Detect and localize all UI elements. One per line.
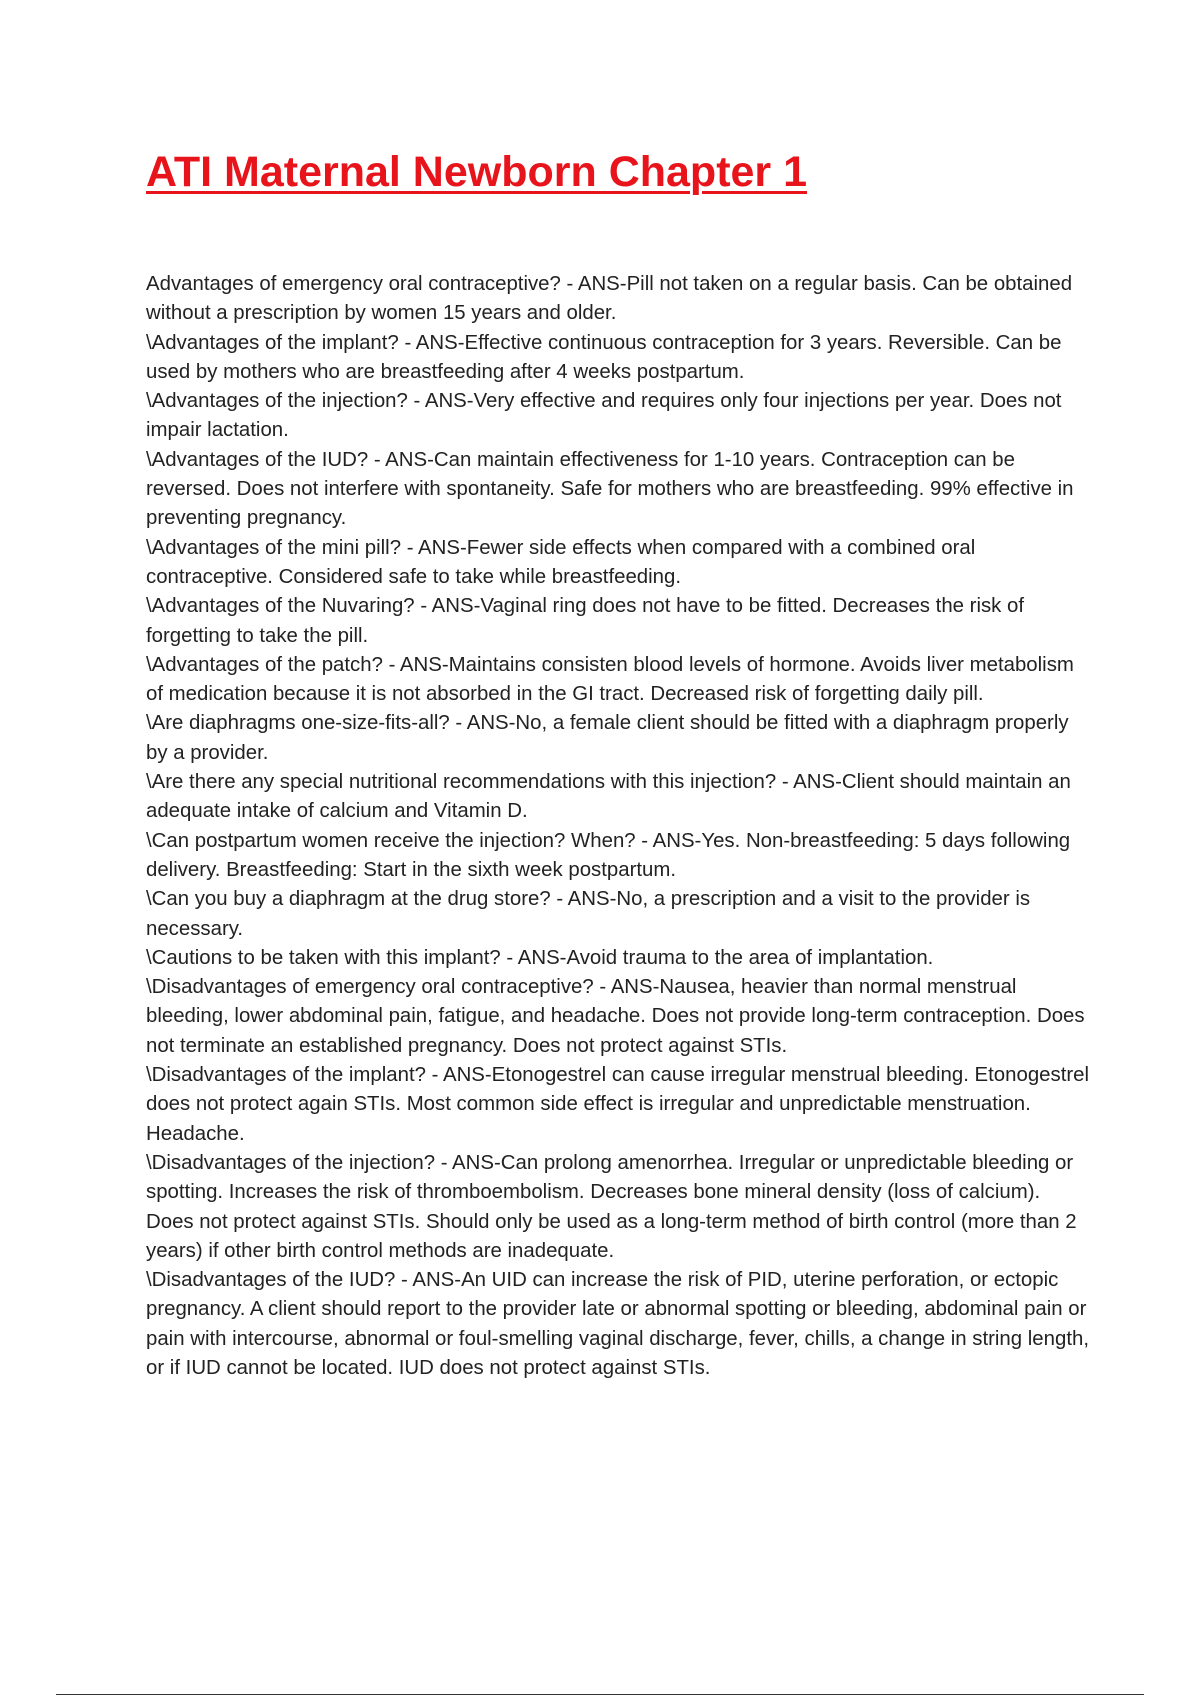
qa-entry: \Can postpartum women receive the injection? When? - ANS-Yes. Non-breastfeeding: 5 days following delivery. Breastfeeding: Start in the sixth week postpartum. (146, 829, 1071, 881)
qa-entry: \Disadvantages of the implant? - ANS-Etonogestrel can cause irregular menstrual bleeding. Etonogestrel does not protect again STIs. Most common side effect is irregular and unpredictable menstruation. Headache. (146, 1064, 1090, 1145)
qa-list (146, 270, 1091, 1383)
qa-entry: \Cautions to be taken with this implant? - ANS-Avoid trauma to the area of implantation. (146, 946, 934, 969)
qa-entry: \Advantages of the implant? - ANS-Effective continuous contraception for 3 years. Reversible. Can be used by mothers who are breastfeeding after 4 weeks postpartum. (146, 331, 1062, 383)
qa-entry: \Can you buy a diaphragm at the drug store? - ANS-No, a prescription and a visit to the provider is necessary. (146, 888, 1031, 940)
footer-divider (56, 1694, 1144, 1695)
qa-entry: \Disadvantages of the injection? - ANS-Can prolong amenorrhea. Irregular or unpredictable bleeding or spotting. Increases the risk of thromboembolism. Decreases bone mineral density (loss of calcium). Does not protect against STIs. Should only be used as a long-term method of birth control (more than 2 years) if other birth control methods are inadequate. (146, 1151, 1077, 1262)
qa-entry: \Advantages of the patch? - ANS-Maintains consisten blood levels of hormone. Avoids liver metabolism of medication because it is not absorbed in the GI tract. Decreased risk of forgetting daily pill. (146, 653, 1074, 706)
qa-entry: \Advantages of the IUD? - ANS-Can maintain effectiveness for 1-10 years. Contraception can be reversed. Does not interfere with spontaneity. Safe for mothers who are breastfeeding. 99% effective in preventing pregnancy. (146, 448, 1074, 530)
qa-entry: \Advantages of the injection? - ANS-Very effective and requires only four injections per year. Does not impair lactation. (146, 390, 1062, 442)
qa-entry: \Disadvantages of emergency oral contraceptive? - ANS-Nausea, heavier than normal menstrual bleeding, lower abdominal pain, fatigue, and headache. Does not provide long-term contraception. Does not terminate an established pregnancy. Does not protect against STIs. (146, 976, 1085, 1057)
qa-entry: \Are diaphragms one-size-fits-all? - ANS-No, a female client should be fitted with a diaphragm properly by a provider. (146, 712, 1069, 764)
qa-entry: \Are there any special nutritional recommendations with this injection? - ANS-Client should maintain an adequate intake of calcium and Vitamin D. (146, 771, 1071, 823)
qa-entry: Advantages of emergency oral contraceptive? - ANS-Pill not taken on a regular basis. Can be obtained without a prescription by women 15 years and older. (146, 273, 1073, 325)
qa-entry: \Advantages of the mini pill? - ANS-Fewer side effects when compared with a combined oral contraceptive. Considered safe to take while breastfeeding. (146, 536, 976, 588)
document-title: ATI Maternal Newborn Chapter 1 (146, 148, 808, 196)
qa-entry: \Disadvantages of the IUD? - ANS-An UID can increase the risk of PID, uterine perforation, or ectopic pregnancy. A client should report to the provider late or abnormal spotting or bleeding, abdominal pain or pain with intercourse, abnormal or foul-smelling vaginal discharge, fever, chills, a change in string length, or if IUD cannot be located. IUD does not protect against STIs. (146, 1269, 1089, 1379)
qa-entry: \Advantages of the Nuvaring? - ANS-Vaginal ring does not have to be fitted. Decreases the risk of forgetting to take the pill. (146, 595, 1025, 647)
